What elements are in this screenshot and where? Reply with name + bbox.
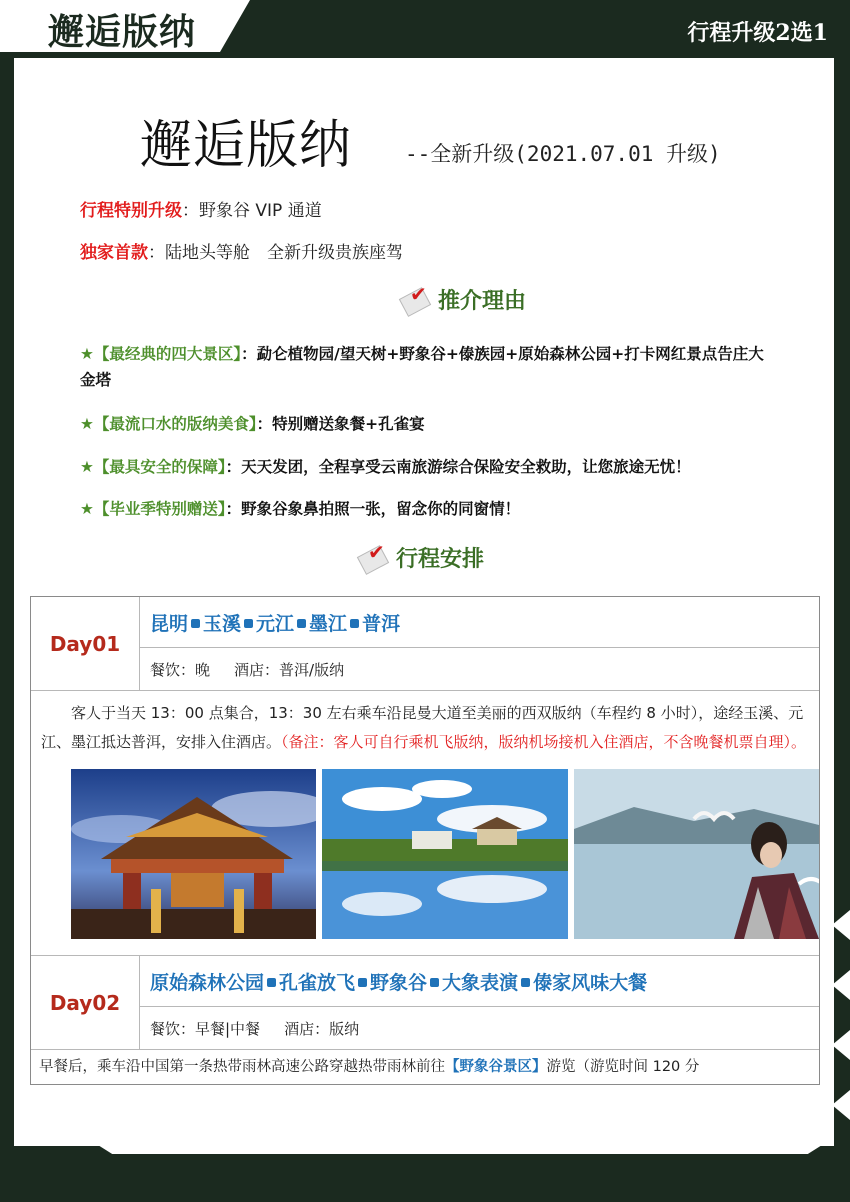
reason-text: ：勐仑植物园/望天树+野象谷+傣族园+原始森林公园+打卡网红景点告庄大金塔 (80, 345, 764, 389)
highlight-exclusive: 独家首款：陆地头等舱 全新升级贵族座驾 (80, 243, 403, 263)
reason-title: 【毕业季特别赠送】 (93, 500, 226, 518)
meal-text: 餐饮：晚 (150, 660, 211, 679)
bus-icon (267, 978, 276, 987)
day-label: Day01 (31, 597, 140, 690)
highlight-label: 行程特别升级 (80, 201, 182, 221)
upgrade-tag: 行程升级2选1 (687, 20, 828, 46)
reason-item: ★【最流口水的版纳美食】：特别赠送象餐+孔雀宴 (80, 415, 425, 433)
brand-logo-text: 邂逅版纳 (48, 11, 197, 53)
section-schedule-header (356, 540, 484, 574)
day-note: （备注：客人可自行乘机飞版纳，版纳机场接机入住酒店，不含晚餐机票自理）。 (281, 733, 807, 751)
bus-icon (430, 978, 439, 987)
highlight-text: 陆地头等舱 全新升级贵族座驾 (165, 243, 403, 263)
section-title: 行程安排 (396, 546, 485, 572)
reason-item: ★【毕业季特别赠送】：野象谷象鼻拍照一张，留念你的同窗情！ (80, 500, 521, 518)
bus-icon (521, 978, 530, 987)
day-meals-hotel (140, 648, 819, 690)
day-row-day01 (31, 597, 819, 691)
photo-gate (71, 769, 316, 939)
bus-icon (297, 619, 306, 628)
highlight-upgrade: 行程特别升级：野象谷 VIP 通道 (80, 201, 322, 221)
highlight-label: 独家首款 (80, 243, 148, 263)
bus-icon (244, 619, 253, 628)
photo-woman-seagulls (574, 769, 819, 939)
reason-title: 【最具安全的保障】 (93, 458, 226, 476)
highlight-text: 野象谷 VIP 通道 (199, 201, 322, 221)
scenic-spot-name: 【野象谷景区】 (445, 1059, 547, 1075)
day-meals-hotel (140, 1007, 819, 1049)
itinerary-table (30, 596, 820, 1085)
reason-text: ：特别赠送象餐+孔雀宴 (256, 415, 425, 433)
day-detail-day01 (31, 691, 819, 955)
footer-notch (90, 1140, 830, 1154)
day-description: 早餐后，乘车沿中国第一条热带雨林高速公路穿越热带雨林前往【野象谷景区】游览（游览时间 120 分 (39, 1059, 700, 1075)
footer-band (0, 1146, 850, 1202)
photo-lake-reflection (322, 769, 567, 939)
day-row-day02 (31, 955, 819, 1050)
section-title: 推介理由 (438, 288, 527, 314)
bus-icon (358, 978, 367, 987)
meal-text: 餐饮：早餐|中餐 (150, 1019, 261, 1038)
bus-icon (350, 619, 359, 628)
reason-item: ★【最经典的四大景区】：勐仑植物园/望天树+野象谷+傣族园+原始森林公园+打卡网红景点告庄大金塔 (80, 345, 764, 389)
page-title: 邂逅版纳 (140, 116, 353, 176)
hotel-text: 酒店：版纳 (284, 1019, 360, 1038)
day-route: 原始森林公园 孔雀放飞 野象谷 大象表演 傣家风味大餐 (140, 956, 819, 1007)
reason-item: ★【最具安全的保障】：天天发团，全程享受云南旅游综合保险安全救助，让您旅途无忧！ (80, 458, 691, 476)
reason-title: 【最经典的四大景区】 (93, 345, 242, 363)
tag-check-icon: ✔ (398, 282, 434, 316)
reason-title: 【最流口水的版纳美食】 (93, 415, 257, 433)
bus-icon (191, 619, 200, 628)
reason-text: ：天天发团，全程享受云南旅游综合保险安全救助，让您旅途无忧！ (225, 458, 691, 476)
photo-strip (31, 761, 819, 955)
decor-stripes (832, 900, 850, 1140)
page-subtitle: --全新升级(2021.07.01 升级) (405, 142, 721, 166)
day-route: 昆明 玉溪 元江 墨江 普洱 (140, 597, 819, 648)
hotel-text: 酒店：普洱/版纳 (234, 660, 345, 679)
tag-check-icon: ✔ (356, 540, 392, 574)
day-description: 客人于当天 13：00 点集合，13：30 左右乘车沿昆曼大道至美丽的西双版纳（车程约 8 小时），途经玉溪、元江、墨江抵达普洱，安排入住酒店。（备注：客人可自行乘机飞版纳，版纳机场接机入住酒店，不含晚餐机票自理）。 (41, 704, 807, 751)
reason-text: ：野象谷象鼻拍照一张，留念你的同窗情！ (225, 500, 521, 518)
day-label: Day02 (31, 956, 140, 1049)
section-reasons-header (398, 282, 526, 316)
